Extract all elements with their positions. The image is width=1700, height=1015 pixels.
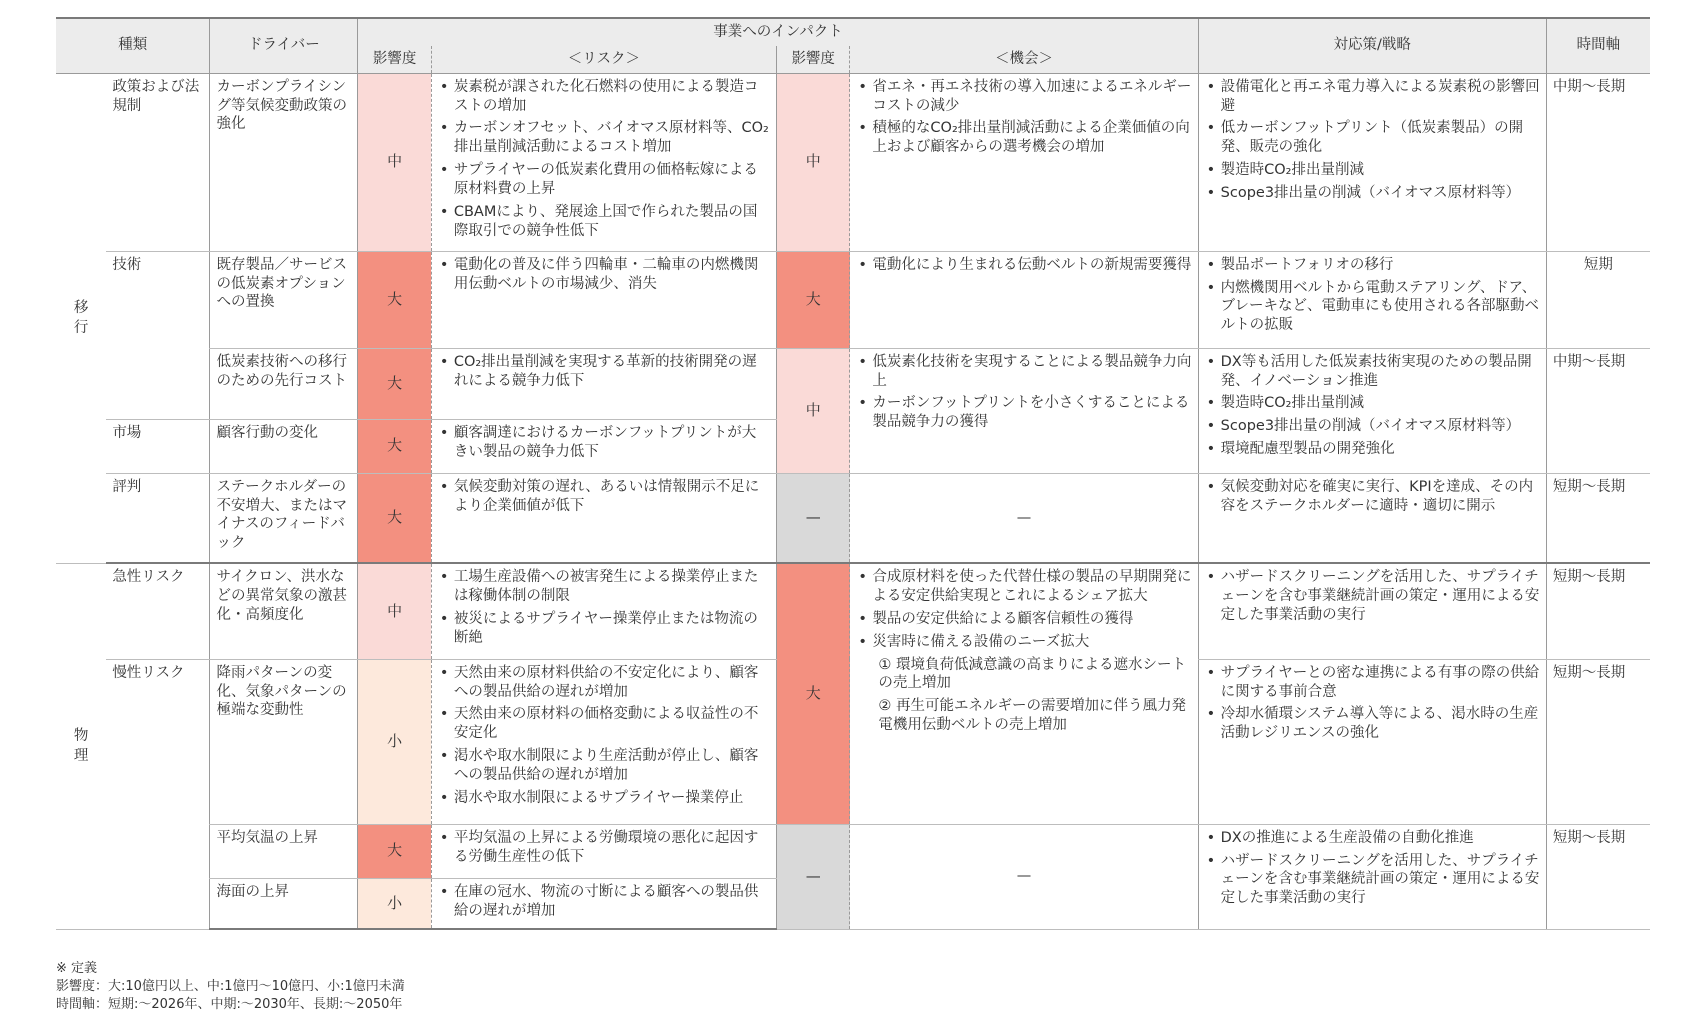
header-opportunity: ＜機会＞	[850, 46, 1198, 73]
definition-notes	[56, 960, 405, 1015]
response-item: • ハザードスクリーニングを活用した、サプライチェーンを含む事業継続計画の策定・運用による安定した事業活動の実行	[1205, 852, 1540, 909]
risk-item: • 渇水や取水制限により生産活動が停止し、顧客への製品供給の遅れが増加	[438, 747, 770, 785]
risk-item: • 平均気温の上昇による労働環境の悪化に起因する労働生産性の低下	[438, 829, 770, 867]
type-acute: 急性リスク	[106, 563, 210, 659]
driver-policy: カーボンプライシング等気候変動政策の強化	[210, 73, 358, 251]
risk-item: • 炭素税が課された化石燃料の使用による製造コストの増加	[438, 78, 770, 116]
responses-temp	[1198, 824, 1546, 929]
risk-item: • 天然由来の原材料の価格変動による収益性の不安定化	[438, 705, 770, 743]
type-chronic: 慢性リスク	[106, 659, 210, 929]
responses-tech2	[1198, 348, 1546, 473]
opps-tech2	[850, 348, 1198, 473]
risk-item: • 在庫の冠水、物流の寸断による顧客への製品供給の遅れが増加	[438, 883, 770, 921]
driver-sea: 海面の上昇	[210, 878, 358, 929]
type-reputation: 評判	[106, 473, 210, 563]
response-item: • Scope3排出量の削減（バイオマス原材料等）	[1205, 184, 1540, 203]
risks-market	[431, 419, 776, 473]
responses-policy	[1198, 73, 1546, 251]
driver-temp: 平均気温の上昇	[210, 824, 358, 878]
opp-level-temp: —	[776, 824, 849, 929]
opp-item: • 電動化により生まれる伝動ベルトの新規需要獲得	[856, 256, 1191, 275]
risks-temp	[431, 824, 776, 878]
header-impact: 事業へのインパクト	[358, 18, 1198, 46]
header-opp-level: 影響度	[776, 46, 849, 73]
notes-title: ※ 定義	[56, 961, 98, 976]
risk-level-chronic: 小	[358, 659, 431, 824]
header-time: 時間軸	[1546, 18, 1650, 73]
risk-item: • 工場生産設備への被害発生による操業停止または稼働体制の制限	[438, 568, 770, 606]
risks-tech2	[431, 348, 776, 419]
risks-policy	[431, 73, 776, 251]
opp-item: • カーボンフットプリントを小さくすることによる製品競争力の獲得	[856, 394, 1191, 432]
risks-sea	[431, 878, 776, 929]
risk-item: • 被災によるサプライヤー操業停止または物流の断絶	[438, 610, 770, 648]
risk-level-temp: 大	[358, 824, 431, 878]
responses-reputation	[1198, 473, 1546, 563]
driver-tech1: 既存製品／サービスの低炭素オプションへの置換	[210, 251, 358, 348]
risk-item: • 顧客調達におけるカーボンフットプリントが大きい製品の競争力低下	[438, 424, 770, 462]
response-item: • サプライヤーとの密な連携による有事の際の供給に関する事前合意	[1205, 664, 1540, 702]
risk-level-market: 大	[358, 419, 431, 473]
opp-level-policy: 中	[776, 73, 849, 251]
risk-item: • 電動化の普及に伴う四輪車・二輪車の内燃機関用伝動ベルトの市場減少、消失	[438, 256, 770, 294]
risk-item: • CO₂排出量削減を実現する革新的技術開発の遅れによる競争力低下	[438, 353, 770, 391]
type-tech: 技術	[106, 251, 210, 419]
risk-item: • サプライヤーの低炭素化費用の価格転嫁による原材料費の上昇	[438, 161, 770, 199]
response-item: • 環境配慮型製品の開発強化	[1205, 440, 1540, 459]
climate-risk-table-wrapper	[56, 17, 1650, 930]
risks-tech1	[431, 251, 776, 348]
risk-level-acute: 中	[358, 563, 431, 659]
opp-item: • 合成原材料を使った代替仕様の製品の早期開発による安定供給実現とこれによるシェア拡大	[856, 568, 1191, 606]
opp-item: • 災害時に備える設備のニーズ拡大	[856, 633, 1191, 652]
category-transition: 移行	[56, 73, 106, 563]
opp-sub-item: ② 再生可能エネルギーの需要増加に伴う風力発電機用伝動ベルトの売上増加	[878, 698, 1187, 734]
opp-level-tech1: 大	[776, 251, 849, 348]
risks-acute	[431, 563, 776, 659]
opps-acute	[850, 563, 1198, 824]
response-item: • 製造時CO₂排出量削減	[1205, 161, 1540, 180]
time-tech1: 短期	[1546, 251, 1650, 348]
risk-level-reputation: 大	[358, 473, 431, 563]
climate-risk-table	[56, 17, 1650, 930]
response-item: • 低カーボンフットプリント（低炭素製品）の開発、販売の強化	[1205, 119, 1540, 157]
driver-chronic: 降雨パターンの変化、気象パターンの極端な変動性	[210, 659, 358, 824]
risks-reputation	[431, 473, 776, 563]
opp-item: • 製品の安定供給による顧客信頼性の獲得	[856, 610, 1191, 629]
driver-reputation: ステークホルダーの不安増大、またはマイナスのフィードバック	[210, 473, 358, 563]
risk-level-policy: 中	[358, 73, 431, 251]
type-market: 市場	[106, 419, 210, 473]
response-item: • 製品ポートフォリオの移行	[1205, 256, 1540, 275]
opps-reputation: —	[850, 473, 1198, 563]
response-item: • DX等も活用した低炭素技術実現のための製品開発、イノベーション推進	[1205, 353, 1540, 391]
risk-item: • 天然由来の原材料供給の不安定化により、顧客への製品供給の遅れが増加	[438, 664, 770, 702]
response-item: • 内燃機関用ベルトから電動ステアリング、ドア、ブレーキなど、電動車にも使用される各部駆動ベルトの拡販	[1205, 279, 1540, 336]
opp-item: • 省エネ・再エネ技術の導入加速によるエネルギーコストの減少	[856, 78, 1191, 116]
time-reputation: 短期～長期	[1546, 473, 1650, 563]
responses-chronic	[1198, 659, 1546, 824]
header-risk-level: 影響度	[358, 46, 431, 73]
opp-level-acute: 大	[776, 563, 849, 824]
time-tech2: 中期～長期	[1546, 348, 1650, 473]
risk-item: • カーボンオフセット、バイオマス原材料等、CO₂排出量削減活動によるコスト増加	[438, 119, 770, 157]
type-policy: 政策および法規制	[106, 73, 210, 251]
risk-item: • CBAMにより、発展途上国で作られた製品の国際取引での競争性低下	[438, 203, 770, 241]
response-item: • 気候変動対応を確実に実行、KPIを達成、その内容をステークホルダーに適時・適切に開示	[1205, 478, 1540, 516]
response-item: • 製造時CO₂排出量削減	[1205, 394, 1540, 413]
header-risk: ＜リスク＞	[431, 46, 776, 73]
risk-item: • 気候変動対策の遅れ、あるいは情報開示不足により企業価値が低下	[438, 478, 770, 516]
driver-acute: サイクロン、洪水などの異常気象の激甚化・高頻度化	[210, 563, 358, 659]
opps-temp: —	[850, 824, 1198, 929]
risk-level-tech2: 大	[358, 348, 431, 419]
response-item: • 設備電化と再エネ電力導入による炭素税の影響回避	[1205, 78, 1540, 116]
response-item: • Scope3排出量の削減（バイオマス原材料等）	[1205, 417, 1540, 436]
time-policy: 中期～長期	[1546, 73, 1650, 251]
time-acute: 短期～長期	[1546, 563, 1650, 659]
responses-acute	[1198, 563, 1546, 659]
notes-impact-definition: 影響度：大:10億円以上、中:1億円～10億円、小:1億円未満	[56, 979, 405, 995]
opp-item: • 低炭素化技術を実現することによる製品競争力向上	[856, 353, 1191, 391]
responses-tech1	[1198, 251, 1546, 348]
driver-tech2: 低炭素技術への移行のための先行コスト	[210, 348, 358, 419]
notes-time-definition: 時間軸：短期:～2026年、中期:～2030年、長期:～2050年	[56, 997, 403, 1013]
response-item: • DXの推進による生産設備の自動化推進	[1205, 829, 1540, 848]
response-item: • 冷却水循環システム導入等による、渇水時の生産活動レジリエンスの強化	[1205, 705, 1540, 743]
time-temp: 短期～長期	[1546, 824, 1650, 929]
driver-market: 顧客行動の変化	[210, 419, 358, 473]
risk-level-tech1: 大	[358, 251, 431, 348]
header-response: 対応策/戦略	[1198, 18, 1546, 73]
header-type: 種類	[56, 18, 210, 73]
opp-item: • 積極的なCO₂排出量削減活動による企業価値の向上および顧客からの選考機会の増加	[856, 119, 1191, 157]
time-chronic: 短期～長期	[1546, 659, 1650, 824]
category-physical: 物理	[56, 563, 106, 929]
header-driver: ドライバー	[210, 18, 358, 73]
opp-level-reputation: —	[776, 473, 849, 563]
risk-level-sea: 小	[358, 878, 431, 929]
risks-chronic	[431, 659, 776, 824]
opp-sub-item: ① 環境負荷低減意識の高まりによる遮水シートの売上増加	[878, 656, 1187, 692]
risk-item: • 渇水や取水制限によるサプライヤー操業停止	[438, 789, 770, 808]
opps-policy	[850, 73, 1198, 251]
opps-tech1	[850, 251, 1198, 348]
response-item: • ハザードスクリーニングを活用した、サプライチェーンを含む事業継続計画の策定・運用による安定した事業活動の実行	[1205, 568, 1540, 625]
opp-level-tech2: 中	[776, 348, 849, 473]
